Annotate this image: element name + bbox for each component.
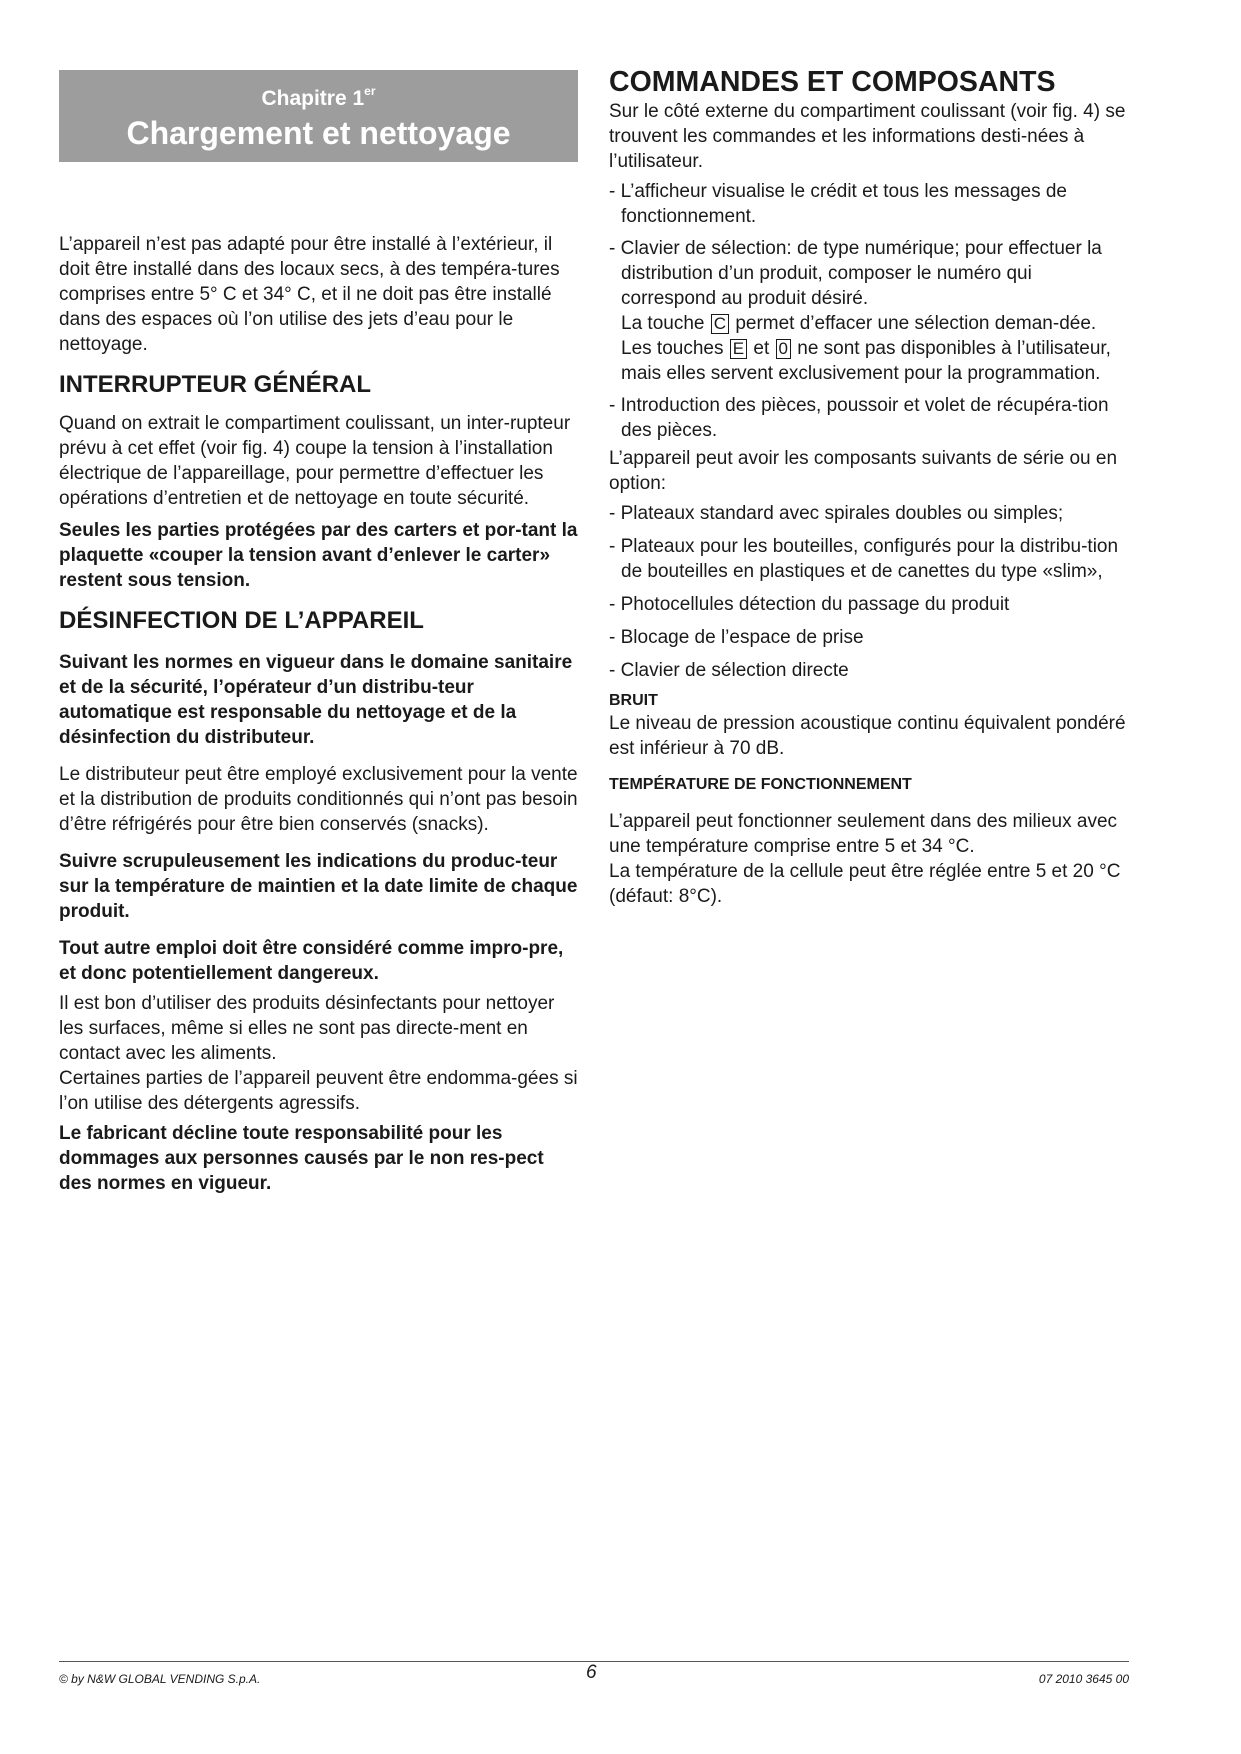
- desinfection-paragraph-7: Le fabricant décline toute responsabilité pour les dommages aux personnes causés par le non res-pect des normes en vigueur.: [59, 1123, 544, 1194]
- key-e-0-paragraph: Les touches E et 0 ne sont pas disponibles à l’utilisateur, mais elles servent exclusivement pour la programmation.: [621, 338, 1111, 384]
- key-e-icon: E: [730, 339, 747, 359]
- list-item: - Blocage de l’espace de prise: [609, 627, 864, 648]
- right-column: [609, 66, 1129, 909]
- chapter-title: Chargement et nettoyage: [126, 115, 511, 151]
- key-0-icon: 0: [776, 339, 791, 359]
- commandes-intro: Sur le côté externe du compartiment coulissant (voir fig. 4) se trouvent les commandes et les informations desti-nées à l’utilisateur.: [609, 101, 1126, 172]
- heading-bruit: BRUIT: [609, 692, 658, 709]
- heading-desinfection: DÉSINFECTION DE L’APPAREIL: [59, 607, 424, 634]
- desinfection-paragraph-4: Tout autre emploi doit être considéré comme impro-pre, et donc potentiellement dangereux.: [59, 938, 564, 984]
- heading-interrupteur: INTERRUPTEUR GÉNÉRAL: [59, 371, 372, 398]
- page-footer: [59, 1661, 1129, 1692]
- heading-temperature: TEMPÉRATURE DE FONCTIONNEMENT: [609, 776, 912, 793]
- desinfection-paragraph-1: Suivant les normes en vigueur dans le domaine sanitaire et de la sécurité, l’opérateur d’un distribu-teur automatique est responsable du nettoyage et de la désinfection du distributeur.: [59, 652, 573, 748]
- bruit-paragraph: Le niveau de pression acoustique continu équivalent pondéré est inférieur à 70 dB.: [609, 713, 1126, 759]
- interrupteur-warning: Seules les parties protégées par des carters et por-tant la plaquette «couper la tension avant d’enlever le carter» restent sous tension.: [59, 520, 578, 591]
- interrupteur-paragraph: Quand on extrait le compartiment coulissant, un inter-rupteur prévu à cet effet (voir fig. 4) coupe la tension à l’installation électrique de l’appareillage, pour permettre d’effectuer les opérations d’entretien et de nettoyage en toute sécurité.: [59, 413, 571, 509]
- desinfection-paragraph-2: Le distributeur peut être employé exclusivement pour la vente et la distribution de produits conditionnés qui n’ont pas besoin d’être réfrigérés pour être bien conservés (snacks).: [59, 764, 578, 835]
- list-item: - Plateaux standard avec spirales doubles ou simples;: [609, 503, 1064, 524]
- key-c-paragraph: La touche C permet d’effacer une sélection deman-dée.: [621, 313, 1097, 334]
- temperature-paragraph-2: La température de la cellule peut être réglée entre 5 et 20 °C (défaut: 8°C).: [609, 861, 1121, 907]
- chapter-label: Chapitre 1er: [261, 84, 376, 110]
- key-c-icon: C: [711, 314, 729, 334]
- list-item: - Clavier de sélection: de type numérique; pour effectuer la distribution d’un produit, composer le numéro qui correspond au produit désiré.: [609, 238, 1102, 309]
- document-code: 07 2010 3645 00: [1038, 1672, 1129, 1686]
- list-item: - L’afficheur visualise le crédit et tous les messages de fonctionnement.: [609, 181, 1067, 227]
- list-item: - Introduction des pièces, poussoir et volet de récupéra-tion des pièces.: [609, 395, 1109, 441]
- desinfection-paragraph-3: Suivre scrupuleusement les indications du produc-teur sur la température de maintien et la date limite de chaque produit.: [59, 851, 578, 922]
- page-number: 6: [586, 1662, 597, 1683]
- heading-commandes: COMMANDES ET COMPOSANTS: [609, 66, 1056, 98]
- temperature-paragraph-1: L’appareil peut fonctionner seulement dans des milieux avec une température comprise entre 5 et 34 °C.: [609, 811, 1118, 857]
- desinfection-paragraph-6: Certaines parties de l’appareil peuvent être endomma-gées si l’on utilise des détergents agressifs.: [59, 1068, 578, 1114]
- list-item: - Clavier de sélection directe: [609, 660, 849, 681]
- left-column: [59, 70, 578, 1196]
- list-item: - Plateaux pour les bouteilles, configurés pour la distribu-tion de bouteilles en plastiques et de canettes du type «slim»,: [609, 536, 1119, 582]
- desinfection-paragraph-5: Il est bon d’utiliser des produits désinfectants pour nettoyer les surfaces, même si elles ne sont pas directe-ment en contact avec les aliments.: [59, 993, 555, 1064]
- intro-paragraph: L’appareil n’est pas adapté pour être installé à l’extérieur, il doit être installé dans des locaux secs, à des tempéra-tures comprises entre 5° C et 34° C, et il ne doit pas être installé dans des espaces où l’on utilise des jets d’eau pour le nettoyage.: [59, 234, 560, 355]
- chapter-banner: [59, 70, 578, 162]
- chapter-superscript: er: [364, 84, 376, 98]
- footer-copyright: © by N&W GLOBAL VENDING S.p.A.: [59, 1672, 261, 1686]
- list-item: - Photocellules détection du passage du produit: [609, 594, 1010, 615]
- composants-intro: L’appareil peut avoir les composants suivants de série ou en option:: [609, 448, 1118, 494]
